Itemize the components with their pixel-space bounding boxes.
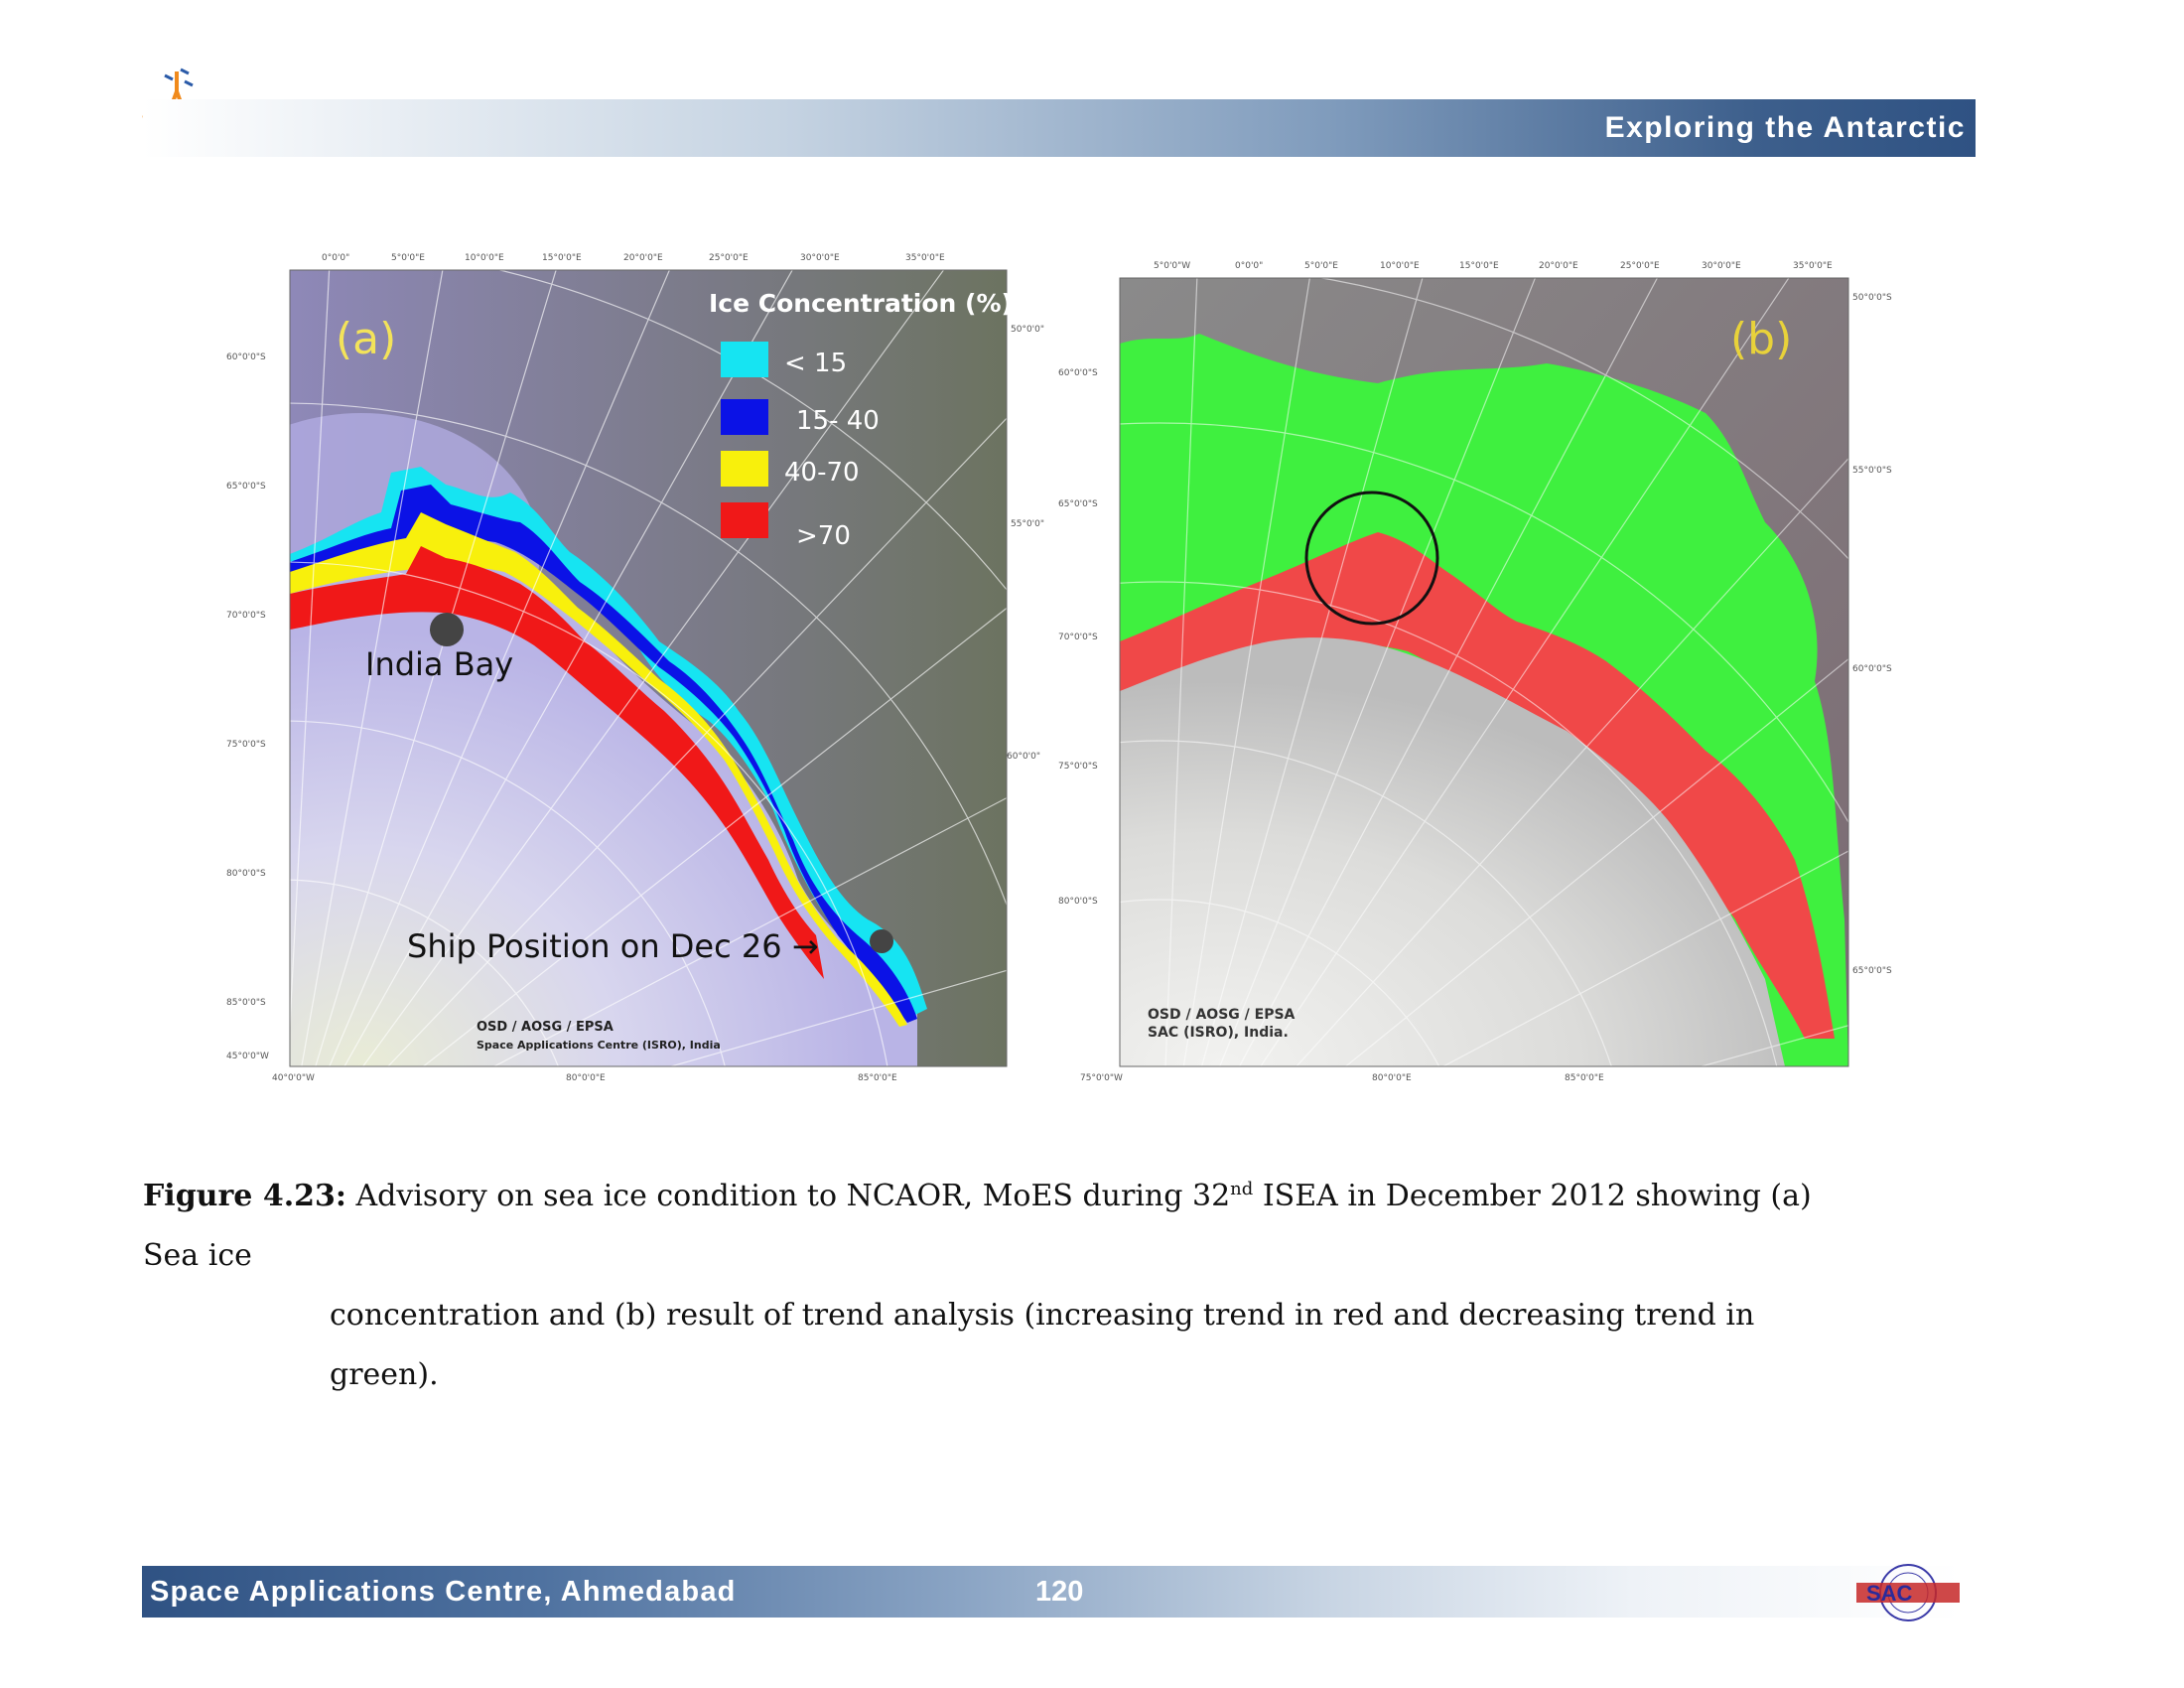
caption-line2: concentration and (b) result of trend analysis (increasing trend in red and decreasing trend in green).	[330, 1298, 1755, 1392]
tick-label: 60°0'0"	[1007, 752, 1041, 762]
figure-caption	[143, 1167, 1831, 1405]
panel-b-top-ticks	[1154, 261, 1833, 271]
credit-a-line1: OSD / AOSG / EPSA	[477, 1020, 614, 1035]
tick-label: 60°0'0"S	[1058, 368, 1098, 378]
tick-label: 65°0'0"S	[226, 482, 266, 492]
tick-label: 85°0'0"S	[226, 998, 266, 1008]
tick-label: 60°0'0"S	[226, 352, 266, 362]
legend-swatch-lt15	[721, 342, 768, 377]
credit-b-line1: OSD / AOSG / EPSA	[1148, 1007, 1296, 1023]
caption-text-part1: Advisory on sea ice condition to NCAOR, MoES during 32	[345, 1179, 1231, 1213]
tick-label: 30°0'0"E	[1702, 261, 1741, 271]
legend-swatch-gt70	[721, 502, 768, 538]
tick-label: 70°0'0"S	[1058, 633, 1098, 642]
footer-organization: Space Applications Centre, Ahmedabad	[150, 1576, 737, 1608]
legend-title: Ice Concentration (%)	[709, 289, 1013, 318]
tick-label: 85°0'0"E	[1565, 1073, 1604, 1083]
tick-label: 55°0'0"S	[1852, 466, 1892, 476]
tick-label: 65°0'0"S	[1058, 499, 1098, 509]
caption-text-part2: ISEA in December 2012 showing (a) Sea ice	[143, 1179, 1812, 1273]
india-bay-marker	[430, 613, 464, 646]
legend-label-15-40: 15- 40	[796, 406, 880, 436]
tick-label: 25°0'0"E	[1620, 261, 1660, 271]
tick-label: 80°0'0"E	[1372, 1073, 1412, 1083]
sac-logo	[1852, 1563, 1964, 1622]
legend-label-gt70: >70	[796, 521, 851, 551]
tick-label: 80°0'0"S	[1058, 897, 1098, 907]
tick-label: 75°0'0"S	[226, 740, 266, 750]
panel-a-right-ticks	[1007, 325, 1044, 762]
tick-label: 55°0'0"	[1011, 519, 1045, 529]
figure-panel-b	[1050, 224, 1904, 1088]
ship-position-label: Ship Position on Dec 26 →	[407, 927, 819, 965]
panel-a-bottom-ticks	[272, 1073, 897, 1083]
tick-label: 50°0'0"S	[1852, 293, 1892, 303]
tick-label: 40°0'0"W	[272, 1073, 315, 1083]
credit-a-line2: Space Applications Centre (ISRO), India	[477, 1039, 721, 1052]
caption-label: Figure 4.23:	[143, 1179, 346, 1213]
page-number: 120	[1035, 1576, 1084, 1608]
tick-label: 75°0'0"W	[1080, 1073, 1123, 1083]
caption-superscript: nd	[1230, 1179, 1254, 1199]
tick-label: 10°0'0"E	[1380, 261, 1420, 271]
tick-label: 65°0'0"S	[1852, 966, 1892, 976]
panel-b-bottom-ticks	[1080, 1073, 1604, 1083]
legend-swatch-15-40	[721, 399, 768, 435]
tick-label: 35°0'0"E	[905, 253, 945, 263]
tick-label: 20°0'0"E	[1539, 261, 1578, 271]
tick-label: 45°0'0"W	[226, 1052, 269, 1061]
tick-label: 5°0'0"E	[1304, 261, 1338, 271]
tick-label: 35°0'0"E	[1793, 261, 1833, 271]
header-title: Exploring the Antarctic	[1604, 111, 1966, 144]
tick-label: 80°0'0"S	[226, 869, 266, 879]
figure-panel-a	[222, 224, 1045, 1088]
tick-label: 85°0'0"E	[858, 1073, 897, 1083]
panel-b-tag: (b)	[1730, 314, 1793, 364]
tick-label: 5°0'0"E	[391, 253, 425, 263]
header-bar	[143, 99, 1976, 157]
tick-label: 10°0'0"E	[465, 253, 504, 263]
footer-bar	[142, 1566, 1961, 1618]
tick-label: 15°0'0"E	[542, 253, 582, 263]
tick-label: 0°0'0"	[322, 253, 350, 263]
svg-text:SAC: SAC	[1866, 1581, 1913, 1606]
legend-label-lt15: < 15	[784, 349, 848, 378]
tick-label: 80°0'0"E	[566, 1073, 606, 1083]
legend-label-40-70: 40-70	[784, 458, 860, 488]
india-bay-label: India Bay	[365, 645, 514, 683]
tick-label: 25°0'0"E	[709, 253, 749, 263]
tick-label: 30°0'0"E	[800, 253, 840, 263]
panel-a-top-ticks	[322, 253, 945, 263]
tick-label: 70°0'0"S	[226, 611, 266, 621]
panel-b-left-ticks	[1058, 368, 1098, 907]
panel-a-left-ticks	[226, 352, 269, 1061]
tick-label: 5°0'0"W	[1154, 261, 1191, 271]
tick-label: 15°0'0"E	[1459, 261, 1499, 271]
tick-label: 75°0'0"S	[1058, 762, 1098, 772]
tick-label: 60°0'0"S	[1852, 664, 1892, 674]
tick-label: 0°0'0"	[1235, 261, 1264, 271]
credit-b-line2: SAC (ISRO), India.	[1148, 1025, 1289, 1041]
ship-position-marker	[870, 929, 893, 953]
panel-a-tag: (a)	[336, 314, 397, 364]
panel-b-right-ticks	[1852, 293, 1892, 976]
legend-swatch-40-70	[721, 451, 768, 487]
tick-label: 50°0'0"	[1011, 325, 1045, 335]
tick-label: 20°0'0"E	[623, 253, 663, 263]
